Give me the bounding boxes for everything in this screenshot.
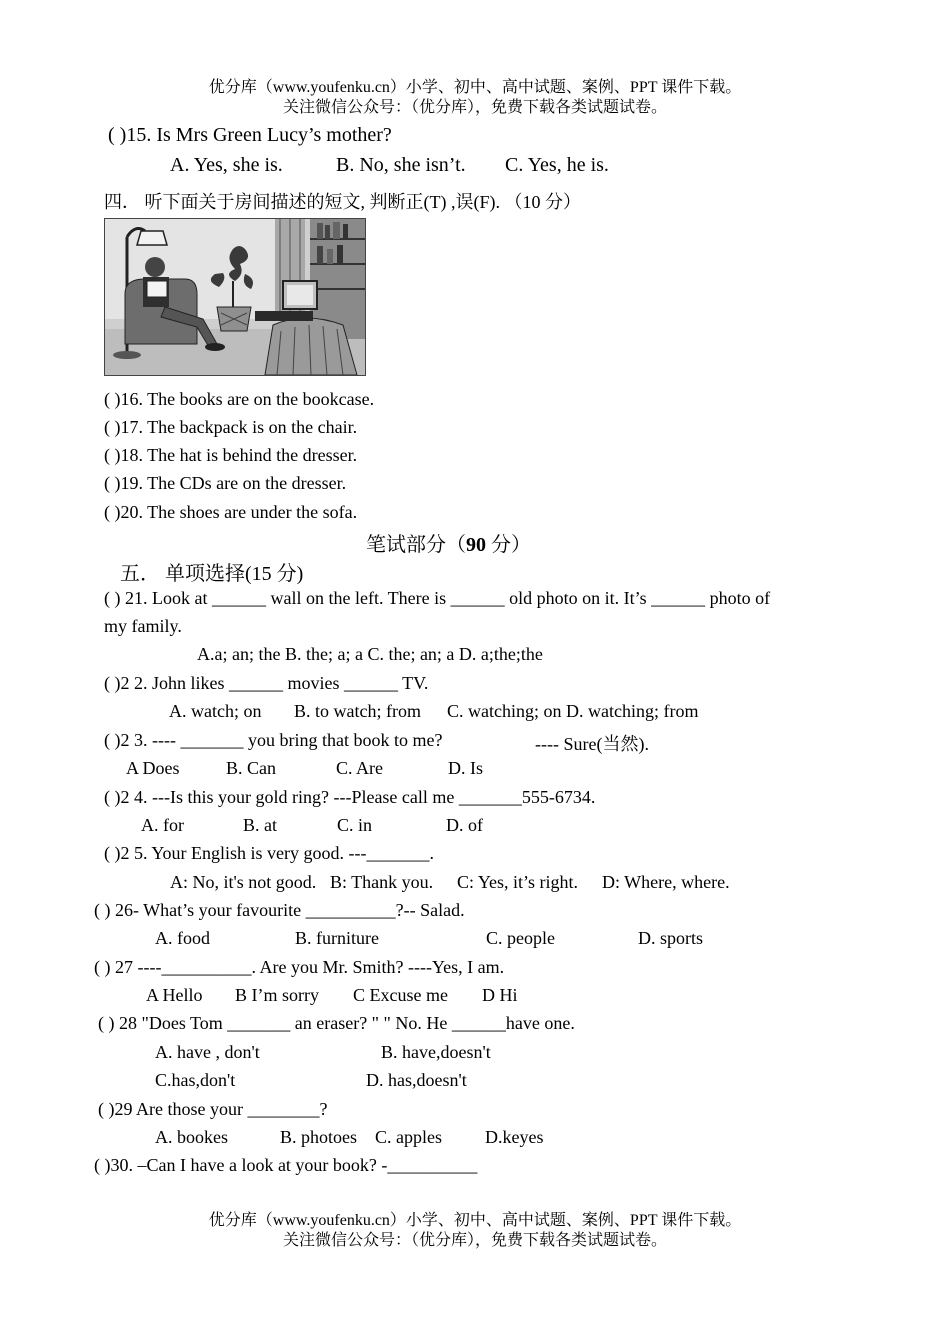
- question-23-stem: ( )2 3. ---- _______ you bring that book to me?: [104, 730, 443, 750]
- question-15-option-c: C. Yes, he is.: [505, 154, 609, 176]
- question-27-option-b: B I’m sorry: [235, 985, 319, 1005]
- question-24-option-d: D. of: [446, 815, 483, 835]
- question-29-stem: ( )29 Are those your ________?: [98, 1099, 328, 1119]
- question-23-option-a: A Does: [126, 758, 180, 778]
- question-28-option-d: D. has,doesn't: [366, 1070, 467, 1090]
- question-24-option-b: B. at: [243, 815, 277, 835]
- question-15-stem: ( )15. Is Mrs Green Lucy’s mother?: [108, 124, 392, 146]
- question-15-option-b: B. No, she isn’t.: [336, 154, 466, 176]
- room-illustration: [104, 218, 366, 376]
- question-24-stem: ( )2 4. ---Is this your gold ring? ---Please call me _______555-6734.: [104, 787, 596, 807]
- question-26-stem: ( ) 26- What’s your favourite __________?-- Salad.: [94, 900, 465, 920]
- tf-item-16: ( )16. The books are on the bookcase.: [104, 389, 375, 409]
- footer-line-2: 关注微信公众号：（优分库），免费下载各类试题试卷。: [282, 1232, 667, 1249]
- question-27-stem: ( ) 27 ----__________. Are you Mr. Smith? ----Yes, I am.: [94, 957, 505, 977]
- question-29-option-b: B. photoes: [280, 1127, 358, 1147]
- question-21-options: A.a; an; the B. the; a; a C. the; an; a D. a;the;the: [197, 644, 543, 664]
- question-30-stem: ( )30. –Can I have a look at your book? -__________: [94, 1155, 478, 1175]
- tf-item-19: ( )19. The CDs are on the dresser.: [104, 473, 347, 493]
- question-25-option-c: C: Yes, it’s right.: [457, 872, 579, 892]
- question-26-option-b: B. furniture: [295, 928, 379, 948]
- question-22-stem: ( )2 2. John likes ______ movies ______ TV.: [104, 673, 429, 693]
- question-22-option-cd: C. watching; on D. watching; from: [447, 701, 699, 721]
- question-26-option-a: A. food: [155, 928, 210, 948]
- question-25-option-b: B: Thank you.: [330, 872, 434, 892]
- tf-item-18: ( )18. The hat is behind the dresser.: [104, 445, 358, 465]
- written-title-post: 分）: [486, 534, 531, 556]
- written-section-title: [366, 528, 531, 557]
- section-4-title: 四． 听下面关于房间描述的短文, 判断正(T) ,误(F). （10 分）: [104, 192, 581, 212]
- question-27-option-d: D Hi: [482, 985, 518, 1005]
- question-23-reply: ---- Sure(当然).: [535, 734, 649, 754]
- tf-item-17: ( )17. The backpack is on the chair.: [104, 417, 358, 437]
- question-15-option-a: A. Yes, she is.: [170, 154, 283, 176]
- question-29-option-c: C. apples: [375, 1127, 442, 1147]
- question-28-option-a: A. have , don't: [155, 1042, 260, 1062]
- question-23-option-d: D. Is: [448, 758, 483, 778]
- written-title-score: 90: [466, 534, 486, 556]
- question-27-option-a: A Hello: [146, 985, 203, 1005]
- footer-line-1: 优分库（www.youfenku.cn）小学、初中、高中试题、案例、PPT 课件下载。: [208, 1212, 742, 1229]
- question-25-option-d: D: Where, where.: [602, 872, 730, 892]
- question-28-stem: ( ) 28 "Does Tom _______ an eraser? " " No. He ______have one.: [98, 1013, 575, 1033]
- question-25-option-a: A: No, it's not good.: [170, 872, 317, 892]
- question-21-stem-cont: my family.: [104, 616, 182, 636]
- question-23-option-b: B. Can: [226, 758, 277, 778]
- question-27-option-c: C Excuse me: [353, 985, 448, 1005]
- question-29-option-d: D.keyes: [485, 1127, 544, 1147]
- question-24-option-a: A. for: [141, 815, 184, 835]
- question-24-option-c: C. in: [337, 815, 373, 835]
- tf-item-20: ( )20. The shoes are under the sofa.: [104, 502, 358, 522]
- question-26-option-c: C. people: [486, 928, 555, 948]
- question-29-option-a: A. bookes: [155, 1127, 228, 1147]
- question-28-option-c: C.has,don't: [155, 1070, 236, 1090]
- question-26-option-d: D. sports: [638, 928, 704, 948]
- question-23-option-c: C. Are: [336, 758, 383, 778]
- question-22-option-b: B. to watch; from: [294, 701, 421, 721]
- question-28-option-b: B. have,doesn't: [381, 1042, 491, 1062]
- question-22-option-a: A. watch; on: [169, 701, 262, 721]
- section-5-title: 五． 单项选择(15 分): [120, 563, 304, 585]
- header-line-2: 关注微信公众号：（优分库），免费下载各类试题试卷。: [282, 99, 667, 116]
- written-title-pre: 笔试部分（: [366, 534, 466, 556]
- question-25-stem: ( )2 5. Your English is very good. ---_______.: [104, 843, 434, 863]
- header-line-1: 优分库（www.youfenku.cn）小学、初中、高中试题、案例、PPT 课件下载。: [208, 79, 742, 96]
- question-21-stem: ( ) 21. Look at ______ wall on the left. There is ______ old photo on it. It’s ______ photo of: [104, 588, 771, 608]
